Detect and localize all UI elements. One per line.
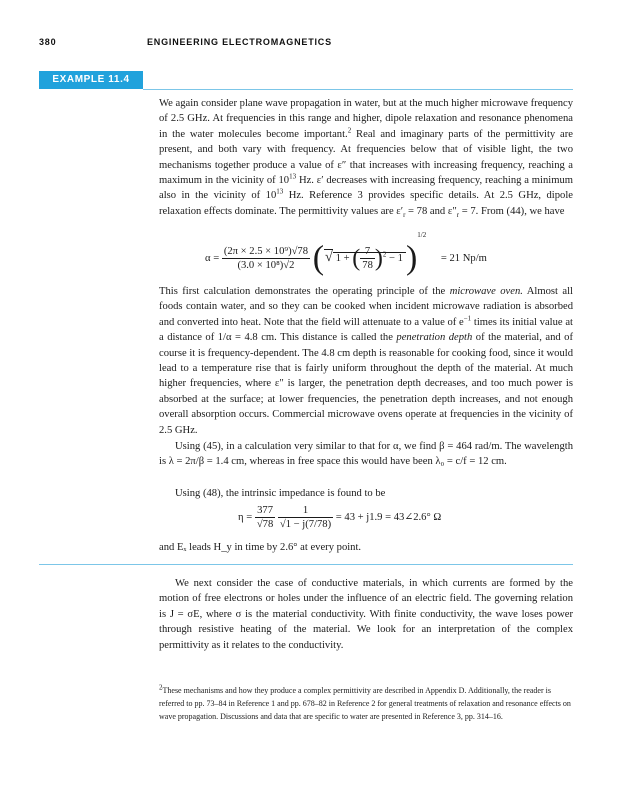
example-paragraph-4: Using (48), the intrinsic impedance is found to be <box>175 488 386 499</box>
example-paragraph-3: Using (45), in a calculation very similar to that for α, we find β = 464 rad/m. The wavelength is λ = 2π/β = 1.4 cm, whereas in free space this would have been λ₀ = c/f = 12 cm. <box>159 441 573 468</box>
example-paragraph-1: We again consider plane wave propagation in water, but at the much higher microwave frequency of 2.5 GHz. At frequencies in this range and higher, dipole relaxation and resonance phenomena in the water molecules become important.$^2$ Real and imaginary parts of the permittivity are present, and both vary with frequency. At frequencies below that of visible light, the two mechanisms together produce a value of ε″ that increases with increasing frequency, reaching a maximum in the vicinity of $10^{13}$ Hz. ε′ decreases with increasing frequency, reaching a minimum also in the vicinity of $10^{13}$ Hz. Reference 3 provides specific details. At 2.5 GHz, dipole relaxation effects dominate. The permittivity values are $\varepsilon'_r = 78$ and $\varepsilon''_r = 7$. From (44), we have <box>159 98 574 219</box>
example-label: EXAMPLE 11.4 <box>39 71 143 89</box>
page-number: 380 <box>39 37 57 47</box>
footnote-ref: 2 <box>347 126 352 135</box>
example-paragraph-5: and Eₓ leads H_y in time by 2.6° at every point. <box>159 542 362 553</box>
eta-equation: η = $\frac{377}{√78}$ $\frac{1}{√1 - j(7/78)}$ = 43 + j1.9 = 43∠2.6° Ω <box>238 505 442 530</box>
running-title: ENGINEERING ELECTROMAGNETICS <box>147 37 332 47</box>
alpha-equation: α = $\frac{\text{(2π × 2.5 × 10⁹)√78}}{\text{(3.0 × 10⁸)√2}}$ (√ 1 + ( $\frac{7}{78}$ )$^2$ − 1)$^{1/2}$ = 21 Np/m <box>205 231 487 277</box>
footnote-mark: 2 <box>159 683 163 692</box>
example-top-rule <box>143 89 573 90</box>
example-bottom-rule <box>39 564 573 565</box>
footnote: $^2$These mechanisms and how they produce a complex permittivity are described in Appendix D. Additionally, the reader is referred to pp. 73–84 in Reference 1 and pp. 678–82 in Reference 2 for general treatments of relaxation and resonance effects on wave propagation. Discussions and data that are specific to water are presented in Reference 3, pp. 314–16. <box>159 683 571 722</box>
main-paragraph: We next consider the case of conductive materials, in which currents are formed by the motion of free electrons or holes under the influence of an electric field. The governing relation is J = σE, where σ is the material conductivity. With finite conductivity, the wave loses power through resistive heating of the material. We look for an interpretation of the complex permittivity as it relates to the conductivity. <box>159 578 573 651</box>
example-paragraph-2: This first calculation demonstrates the operating principle of the microwave oven. Almost all foods contain water, and so they can be cooked when incident microwave radiation is absorbed and converted into heat. Note that the field will attenuate to a value of $e^{-1}$ times its initial value at a distance of 1/α = 4.8 cm. This distance is called the penetration depth of the material, and of course it is frequency-dependent. The 4.8 cm depth is reasonable for cooking food, since it would lead to a temperature rise that is fairly uniform throughout the depth of the material. At much higher frequencies, where ε″ is larger, the penetration depth decreases, and too much power is absorbed at the surface; at lower frequencies, the penetration depth increases, and not enough overall absorption occurs. Commercial microwave ovens operate at frequencies in the vicinity of 2.5 GHz. <box>159 286 574 436</box>
